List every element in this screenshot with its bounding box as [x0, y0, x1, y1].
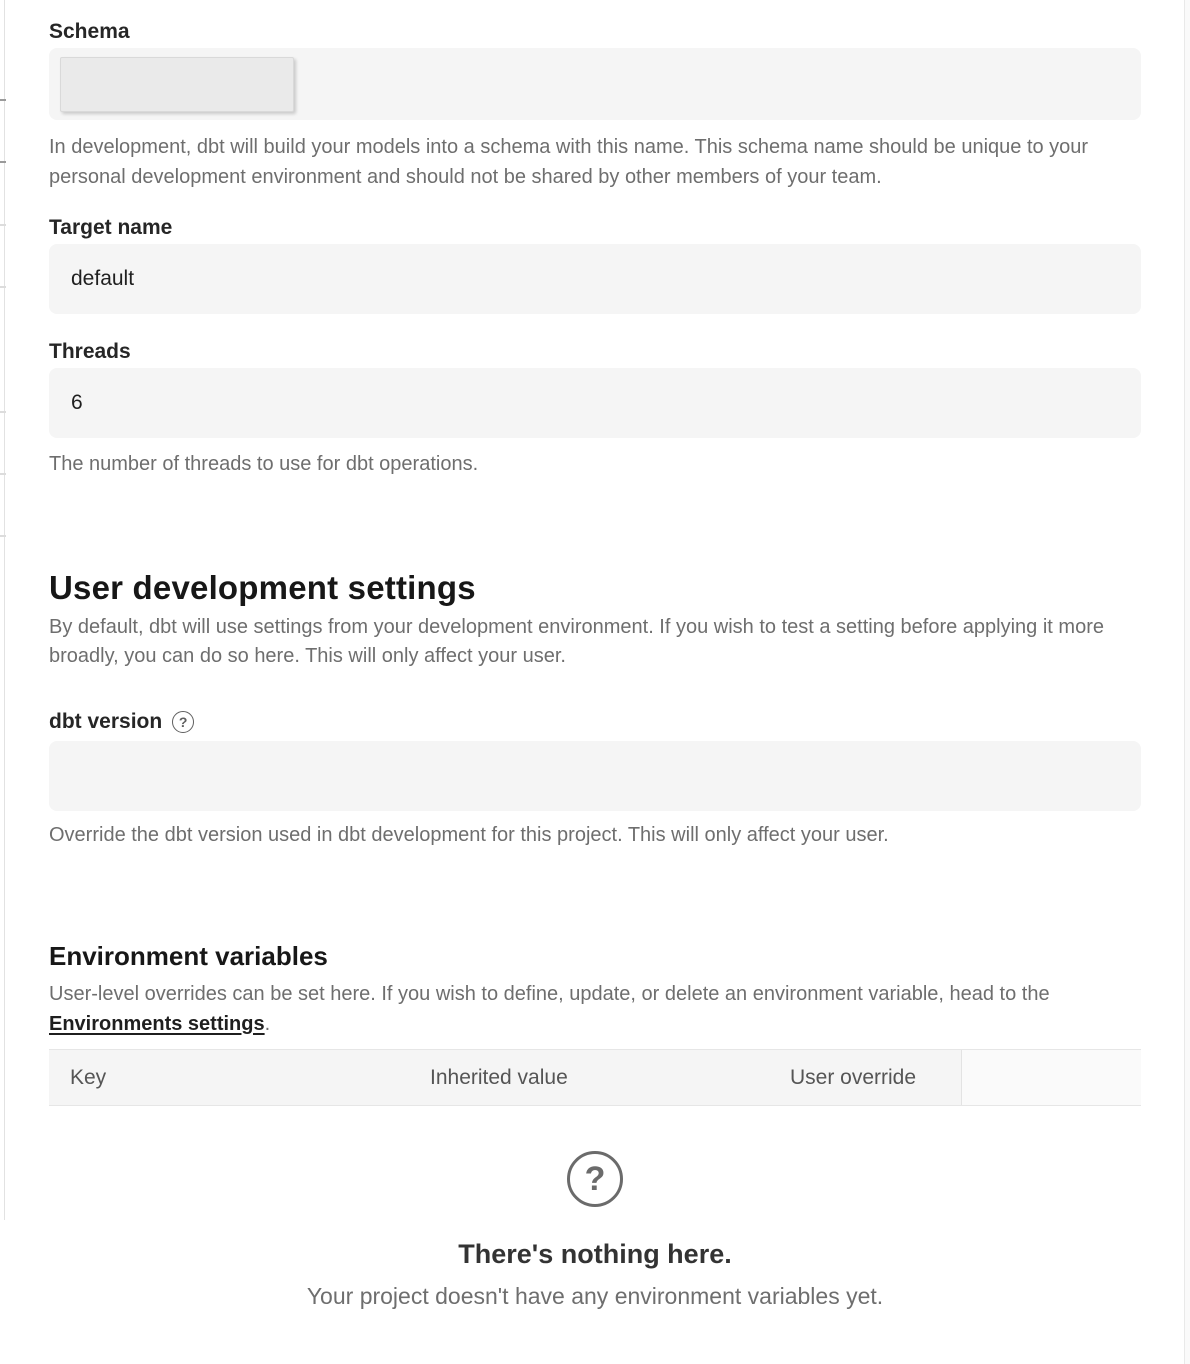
schema-label: Schema [49, 20, 130, 43]
scrollbar-track[interactable] [1184, 0, 1190, 1364]
threads-input[interactable] [49, 368, 1141, 438]
empty-state [49, 1151, 1141, 1311]
threads-label: Threads [49, 340, 131, 363]
target-name-input[interactable] [49, 244, 1141, 314]
question-circle-icon: ? [567, 1151, 623, 1207]
panel-edge-tick [0, 99, 6, 101]
panel-edge-tick [0, 224, 6, 226]
dbt-version-help-text: Override the dbt version used in dbt development for this project. This will only affect your user. [49, 823, 889, 846]
column-header-actions [961, 1050, 1141, 1105]
description-period: . [264, 1012, 271, 1035]
left-panel-edge [4, 0, 5, 1220]
user-development-settings-description: By default, dbt will use settings from your development environment. If you wish to test a setting before applying it more broadly, you can do so here. This will only affect your user. [49, 615, 1104, 667]
panel-edge-tick [0, 411, 6, 413]
schema-help-text: In development, dbt will build your models into a schema with this name. This schema name should be unique to your personal development environment and should not be shared by other members of your team. [49, 136, 1089, 188]
schema-input[interactable] [49, 48, 1141, 120]
environment-variables-heading: Environment variables [49, 941, 328, 971]
target-name-label: Target name [49, 216, 173, 239]
schema-value-skeleton [60, 57, 294, 112]
threads-help-text: The number of threads to use for dbt operations. [49, 453, 479, 475]
description-text: User-level overrides can be set here. If you wish to define, update, or delete an environment variable, head to the [49, 983, 1050, 1005]
empty-state-title: There's nothing here. [458, 1239, 732, 1269]
panel-edge-tick [0, 286, 6, 288]
dbt-version-input[interactable] [49, 741, 1141, 811]
help-icon[interactable]: ? [172, 711, 194, 733]
environment-variables-table-header [49, 1049, 1141, 1106]
user-development-settings-heading: User development settings [49, 568, 476, 606]
panel-edge-tick [0, 535, 6, 537]
panel-edge-tick [0, 161, 6, 163]
panel-edge-tick [0, 473, 6, 475]
environments-settings-link[interactable]: Environments settings [49, 1012, 265, 1035]
credentials-settings-panel [49, 0, 1141, 1311]
empty-state-subtitle: Your project doesn't have any environment variables yet. [306, 1283, 884, 1309]
column-header-inherited-value: Inherited value [430, 1065, 568, 1089]
column-header-key: Key [70, 1065, 107, 1089]
column-header-user-override: User override [790, 1065, 917, 1089]
dbt-version-label: dbt version [49, 709, 163, 733]
environment-variables-description [49, 980, 1141, 1039]
